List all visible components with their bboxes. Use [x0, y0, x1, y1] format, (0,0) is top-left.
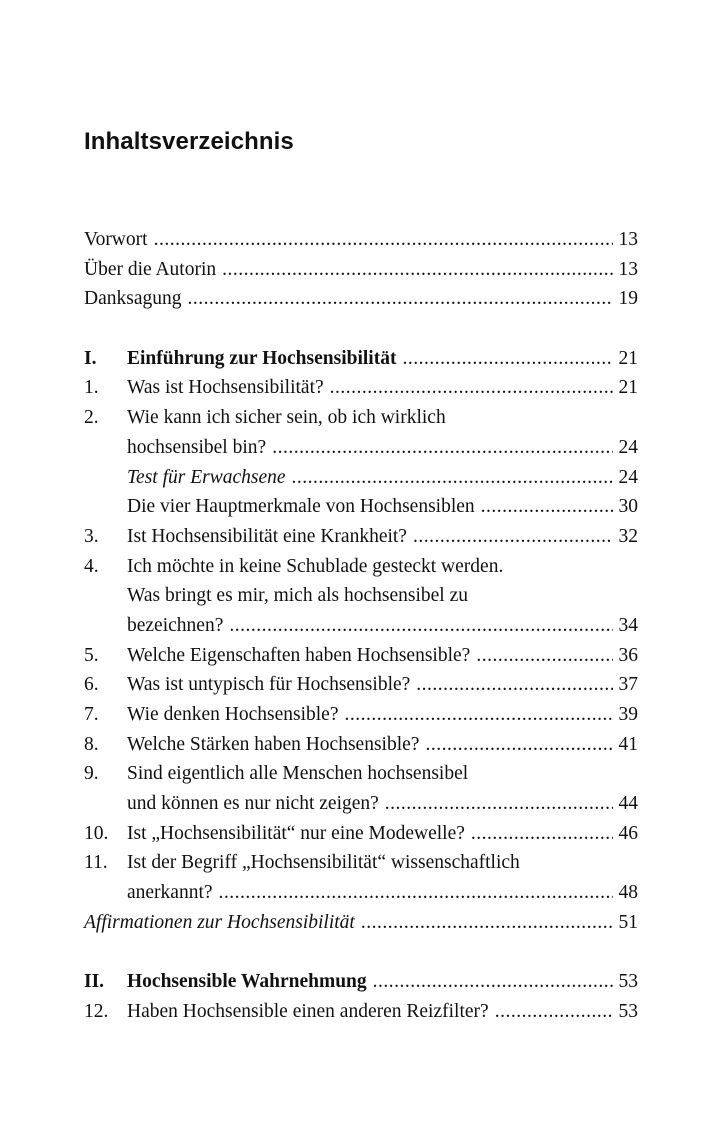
toc-subentry-hauptmerkmale[interactable]	[84, 492, 638, 522]
toc-entry-danksagung[interactable]	[84, 284, 638, 314]
page-number: 21	[618, 347, 638, 369]
page-number: 30	[618, 496, 638, 518]
toc-entry-text: Über die Autorin	[84, 258, 217, 280]
page-number: 24	[618, 436, 638, 458]
entry-number: 5.	[84, 644, 99, 666]
toc-entry-text: hochsensibel bin?	[127, 436, 267, 458]
dot-leader	[229, 611, 612, 641]
toc-entry-text: Welche Eigenschaften haben Hochsensible?	[127, 644, 471, 666]
toc-entry-text: Was bringt es mir, mich als hochsensibel zu	[127, 585, 468, 607]
toc-entry-9[interactable]	[84, 759, 638, 789]
toc-entry-vorwort[interactable]	[84, 225, 638, 255]
toc-entry-3[interactable]	[84, 522, 638, 552]
page-number: 32	[618, 525, 638, 547]
dot-leader	[187, 284, 612, 314]
toc-entry-text: Affirmationen zur Hochsensibilität	[84, 911, 355, 933]
dot-leader	[272, 433, 612, 463]
toc-entry-12[interactable]	[84, 997, 638, 1027]
page-number: 19	[618, 288, 638, 310]
toc-entry-text: Ist „Hochsensibilität“ nur eine Modewelle?	[127, 822, 465, 844]
part-heading-text: Hochsensible Wahrnehmung	[127, 971, 367, 993]
part-number: I.	[84, 347, 97, 369]
dot-leader	[344, 700, 612, 730]
toc-entry-7[interactable]	[84, 700, 638, 730]
section-spacer	[84, 314, 638, 344]
entry-number: 3.	[84, 525, 99, 547]
toc-entry-10[interactable]	[84, 819, 638, 849]
dot-leader	[476, 641, 612, 671]
dot-leader	[222, 255, 612, 285]
toc-entry-affirmationen[interactable]	[84, 908, 638, 938]
toc-entry-11-continued[interactable]	[84, 878, 638, 908]
dot-leader	[154, 225, 613, 255]
dot-leader	[481, 492, 613, 522]
toc-entry-2-continued[interactable]	[84, 433, 638, 463]
entry-number: 2.	[84, 407, 99, 429]
toc-subentry-text: Test für Erwachsene	[127, 466, 286, 488]
dot-leader	[416, 670, 612, 700]
table-of-contents	[84, 225, 638, 1027]
page-number: 21	[618, 377, 638, 399]
dot-leader	[373, 967, 613, 997]
toc-entry-text: anerkannt?	[127, 882, 213, 904]
toc-entry-text: Wie kann ich sicher sein, ob ich wirklich	[127, 407, 446, 429]
dot-leader	[495, 997, 613, 1027]
toc-entry-4-continued[interactable]	[84, 581, 638, 611]
toc-entry-text: bezeichnen?	[127, 614, 224, 636]
toc-entry-text: und können es nur nicht zeigen?	[127, 793, 379, 815]
part-heading-text: Einführung zur Hochsensibilität	[127, 347, 397, 369]
toc-entry-4[interactable]	[84, 552, 638, 582]
entry-number: 11.	[84, 852, 108, 874]
toc-entry-4-continued-2[interactable]	[84, 611, 638, 641]
dot-leader	[292, 463, 613, 493]
toc-entry-text: Welche Stärken haben Hochsensible?	[127, 733, 420, 755]
page-number: 13	[618, 229, 638, 250]
page-number: 48	[618, 882, 638, 904]
part-number: II.	[84, 971, 105, 993]
page-number: 53	[618, 971, 638, 993]
dot-leader	[330, 373, 613, 403]
page-number: 37	[618, 674, 638, 696]
toc-entry-text: Wie denken Hochsensible?	[127, 704, 339, 725]
toc-entry-text: Ist der Begriff „Hochsensibilität“ wissenschaftlich	[127, 852, 520, 874]
toc-entry-text: Sind eigentlich alle Menschen hochsensibel	[127, 763, 469, 785]
dot-leader	[402, 344, 612, 374]
page-number: 36	[618, 644, 638, 666]
entry-number: 6.	[84, 674, 99, 696]
dot-leader	[361, 908, 613, 938]
toc-entry-text: Ist Hochsensibilität eine Krankheit?	[127, 525, 407, 547]
toc-entry-9-continued[interactable]	[84, 789, 638, 819]
page-number: 13	[618, 258, 638, 280]
dot-leader	[413, 522, 613, 552]
section-spacer	[84, 938, 638, 968]
entry-number: 9.	[84, 763, 99, 785]
toc-entry-11[interactable]	[84, 848, 638, 878]
toc-entry-2[interactable]	[84, 403, 638, 433]
page-number: 46	[618, 822, 638, 844]
page-number: 39	[618, 704, 638, 725]
page-number: 24	[618, 466, 638, 488]
dot-leader	[385, 789, 613, 819]
toc-entry-text: Was ist Hochsensibilität?	[127, 377, 324, 399]
toc-part-heading-2[interactable]	[84, 967, 638, 997]
entry-number: 7.	[84, 704, 99, 725]
page-number: 34	[618, 614, 638, 636]
dot-leader	[425, 730, 612, 760]
toc-entry-text: Danksagung	[84, 288, 182, 310]
entry-number: 12.	[84, 1000, 109, 1022]
entry-number: 10.	[84, 822, 109, 844]
toc-entry-ueber-die-autorin[interactable]	[84, 255, 638, 285]
page-title: Inhaltsverzeichnis	[84, 128, 294, 155]
dot-leader	[471, 819, 613, 849]
dot-leader	[219, 878, 613, 908]
page-number: 53	[618, 1000, 638, 1022]
toc-part-heading-1[interactable]	[84, 344, 638, 374]
entry-number: 1.	[84, 377, 99, 399]
toc-subentry-test[interactable]	[84, 463, 638, 493]
toc-entry-8[interactable]	[84, 730, 638, 760]
toc-entry-text: Was ist untypisch für Hochsensible?	[127, 674, 411, 696]
toc-entry-1[interactable]	[84, 373, 638, 403]
toc-entry-text: Haben Hochsensible einen anderen Reizfilter?	[127, 1000, 489, 1022]
toc-entry-text: Ich möchte in keine Schublade gesteckt werden.	[127, 555, 504, 577]
toc-entry-6[interactable]	[84, 670, 638, 700]
toc-subentry-text: Die vier Hauptmerkmale von Hochsensiblen	[127, 496, 475, 518]
entry-number: 8.	[84, 733, 99, 755]
toc-entry-text: Vorwort	[84, 229, 148, 250]
page-number: 51	[618, 911, 638, 933]
entry-number: 4.	[84, 555, 99, 577]
page-number: 44	[618, 793, 638, 815]
toc-entry-5[interactable]	[84, 641, 638, 671]
page-number: 41	[618, 733, 638, 755]
